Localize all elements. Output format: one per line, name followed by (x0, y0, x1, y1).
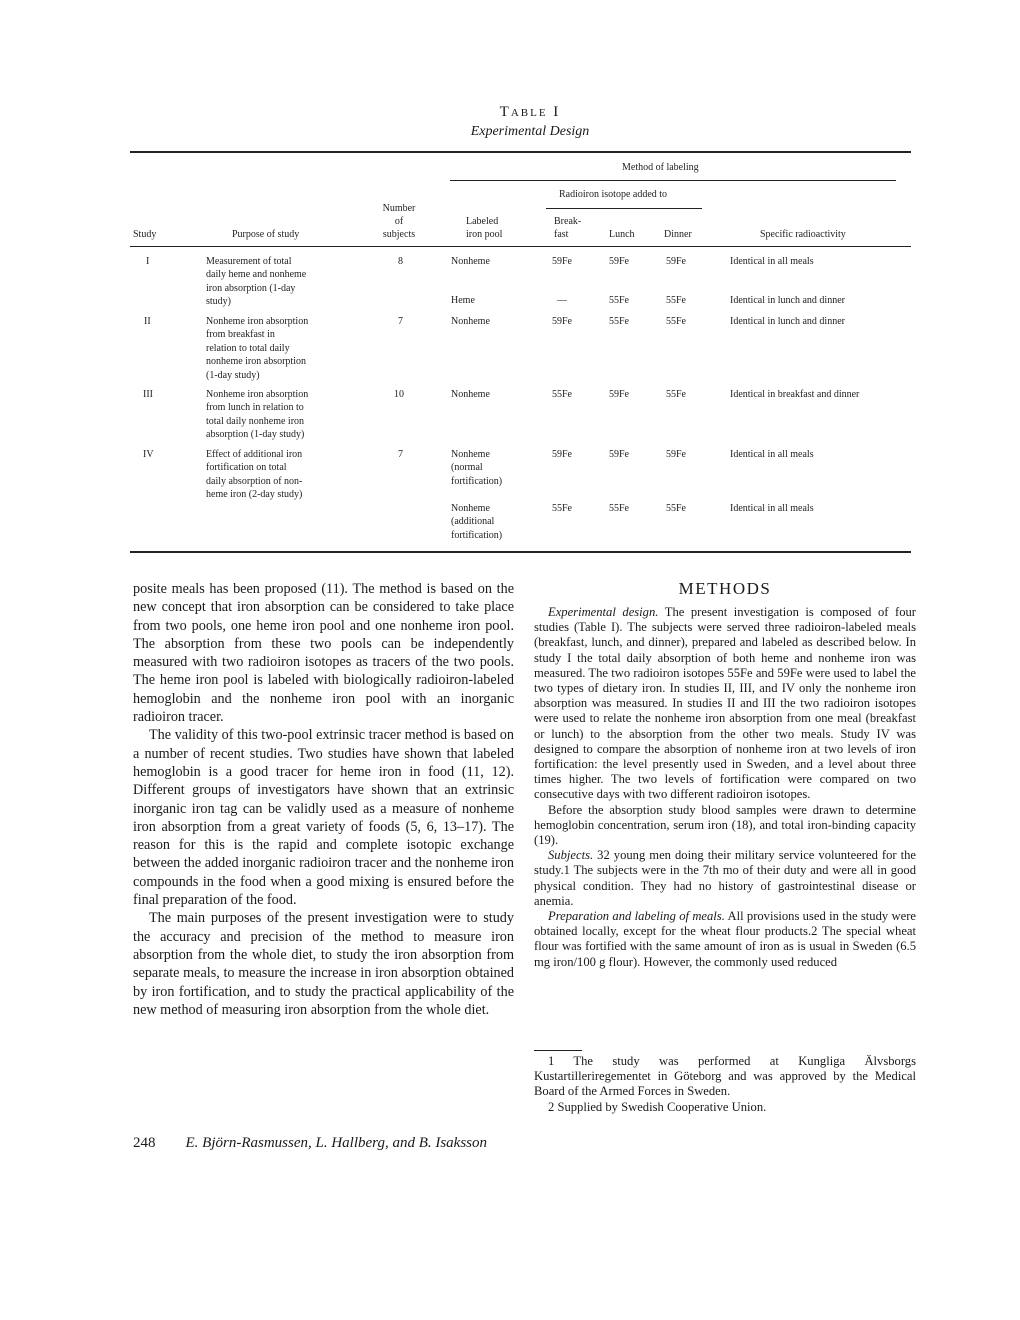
table-bottom-rule (130, 551, 911, 553)
right-column (534, 605, 916, 970)
table-cell-lunch: 55Fe (609, 295, 629, 306)
running-authors: E. Björn-Rasmussen, L. Hallberg, and B. Isaksson (185, 1135, 488, 1151)
header-bottom-rule (130, 246, 911, 247)
page-number: 248 (133, 1135, 156, 1151)
paragraph-text: 32 young men doing their military service volunteered for the study.1 The subjects were in the 7th mo of their duty and were all in good physical condition. They had no history of gastrointestinal disease or anemia. (534, 848, 916, 908)
table-cell-dinner: 55Fe (666, 503, 686, 514)
paragraph-text: The present investigation is composed of four studies (Table I). The subjects were served three radioiron-labeled meals (breakfast, lunch, and dinner), prepared and labeled as described below. In study I the total daily absorption of both heme and nonheme iron was measured. The two radioiron isotopes 55Fe and 59Fe were used to label the two types of dietary iron. In studies II, III, and IV only the nonheme iron absorption was measured. In studies II and III the two radioiron isotopes were used to relate the nonheme iron absorption from one meal (breakfast or lunch) to the absorption from the other two meals. Study IV was designed to compare the absorption of nonheme iron at two levels of iron fortification: the level presently used in Sweden, and a level about three times higher. The two levels of fortification were compared on two consecutive days with two different radioiron isotopes. (534, 605, 916, 802)
paragraph-lead: Subjects. (548, 848, 594, 863)
table-cell-dinner: 55Fe (666, 295, 686, 306)
body-paragraph: The validity of this two-pool extrinsic tracer method is based on a number of recent studies. Two studies have shown that labeled hemoglobin is a good tracer for heme iron in food (11, 12). Different groups of investigators have shown that an extrinsic inorganic iron tag can be validly used as a measure of nonheme iron absorption from a great variety of foods (5, 6, 13–17). The reason for this is the rapid and complete isotopic exchange between the added inorganic radioiron tracer and the nonheme iron compounds in the food when a good mixing is ensured before the final preparation of the food. (133, 727, 514, 909)
table-cell-activity: Identical in lunch and dinner (730, 316, 845, 327)
page-footer (133, 1135, 487, 1152)
table-cell-breakfast: 59Fe (552, 449, 572, 460)
left-column (133, 580, 514, 1019)
footnotes (534, 1054, 916, 1115)
paragraph-text: All provisions used in the study were obtained locally, except for the wheat flour products.2 The special wheat flour was fortified with the same amount of iron as is usual in Sweden (6.5 mg iron/100 g flour). However, the commonly used reduced (534, 909, 916, 969)
section-heading-methods: METHODS (678, 579, 772, 598)
methods-paragraph (534, 605, 916, 803)
table-cell-activity: Identical in lunch and dinner (730, 295, 845, 306)
methods-paragraph: Before the absorption study blood samples were drawn to determine hemoglobin concentration, serum iron (18), and total iron-binding capacity (19). (534, 802, 916, 848)
table-cell-breakfast: 55Fe (552, 503, 572, 514)
paragraph-lead: Experimental design. (548, 605, 659, 619)
header-purpose: Purpose of study (232, 229, 300, 240)
table-cell-subjects: 10 (394, 389, 404, 400)
table-cell-purpose: Nonheme iron absorption from lunch in relation to total daily nonheme iron absorption (1-day study) (206, 389, 309, 441)
header-radioiron-added-to: Radioiron isotope added to (559, 189, 668, 200)
method-labeling-rule (450, 180, 896, 181)
table-cell-dinner: 59Fe (666, 449, 686, 460)
header-number-of-subjects: Number of subjects (382, 203, 416, 240)
table-cell-pool: Nonheme (451, 316, 490, 327)
table-cell-dinner: 55Fe (666, 389, 686, 400)
table-cell-subjects: 7 (398, 316, 403, 327)
table-cell-breakfast: 59Fe (552, 316, 572, 327)
table-cell-lunch: 59Fe (609, 256, 629, 267)
footnote-2: 2 Supplied by Swedish Cooperative Union. (548, 1099, 767, 1114)
table-cell-lunch: 55Fe (609, 503, 629, 514)
table-top-rule (130, 151, 911, 153)
table-cell-breakfast: 59Fe (552, 256, 572, 267)
body-paragraph: The main purposes of the present investigation were to study the accuracy and precision of the method to measure iron absorption from the whole diet, to study the iron absorption from separate meals, to measure the increase in iron absorption obtained by iron fortification, and to study the practical applicability of the new method of measuring iron absorption from the whole diet. (133, 910, 514, 1018)
table-cell-dinner: 55Fe (666, 316, 686, 327)
table-cell-subjects: 7 (398, 449, 403, 460)
methods-paragraph (534, 909, 916, 970)
table-cell-activity: Identical in all meals (730, 256, 814, 267)
header-specific-radioactivity: Specific radioactivity (760, 229, 846, 240)
table-cell-lunch: 55Fe (609, 316, 629, 327)
table-cell-pool: Nonheme (normal fortification) (451, 449, 503, 487)
table-cell-activity: Identical in all meals (730, 449, 814, 460)
table-cell-pool: Nonheme (451, 389, 490, 400)
radioiron-rule (546, 208, 702, 209)
table-subtitle: Experimental Design (470, 124, 590, 139)
table-cell-purpose: Effect of additional iron fortification on total daily absorption of non- heme iron (2-day study) (206, 449, 303, 501)
table-cell-lunch: 59Fe (609, 449, 629, 460)
header-method-of-labeling: Method of labeling (622, 162, 699, 173)
footnote-1: 1 The study was performed at Kungliga Älvsborgs Kustartilleriregementet in Göteborg and was approved by the Medical Board of the Armed Forces in Sweden. (534, 1054, 916, 1099)
table-cell-pool: Heme (451, 295, 475, 306)
table-cell-study: IV (143, 449, 154, 460)
table-cell-breakfast: — (557, 295, 567, 306)
body-paragraph: posite meals has been proposed (11). The method is based on the new concept that iron absorption can be considered to take place from two pools, one heme iron pool and one nonheme iron pool. The absorption from these two pools can be independently measured with two radioiron isotopes as tracers of the two pools. The heme iron pool is labeled with biologically radioiron-labeled hemoglobin and the nonheme iron pool with an inorganic radioiron tracer. (133, 581, 514, 726)
table-cell-purpose: Measurement of total daily heme and nonheme iron absorption (1-day study) (206, 256, 307, 308)
table-cell-study: III (143, 389, 153, 400)
header-study: Study (133, 229, 157, 240)
table-cell-subjects: 8 (398, 256, 403, 267)
table-cell-lunch: 59Fe (609, 389, 629, 400)
header-dinner: Dinner (664, 229, 692, 240)
table-cell-study: I (146, 256, 150, 267)
table-cell-pool: Nonheme (additional fortification) (451, 503, 503, 541)
table-cell-study: II (144, 316, 151, 327)
methods-paragraph (534, 848, 916, 909)
table-title: Table I (499, 104, 561, 120)
table-cell-breakfast: 55Fe (552, 389, 572, 400)
header-lunch: Lunch (609, 229, 635, 240)
header-breakfast: Break- fast (554, 216, 582, 240)
header-labeled-iron-pool: Labeled iron pool (466, 216, 503, 240)
table-cell-purpose: Nonheme iron absorption from breakfast in relation to total daily nonheme iron absorption (1-day study) (206, 316, 309, 381)
table-cell-pool: Nonheme (451, 256, 490, 267)
table-cell-activity: Identical in all meals (730, 503, 814, 514)
table-cell-activity: Identical in breakfast and dinner (730, 389, 860, 400)
table-cell-dinner: 59Fe (666, 256, 686, 267)
paragraph-lead: Preparation and labeling of meals. (548, 909, 725, 924)
footnote-rule (534, 1050, 582, 1051)
